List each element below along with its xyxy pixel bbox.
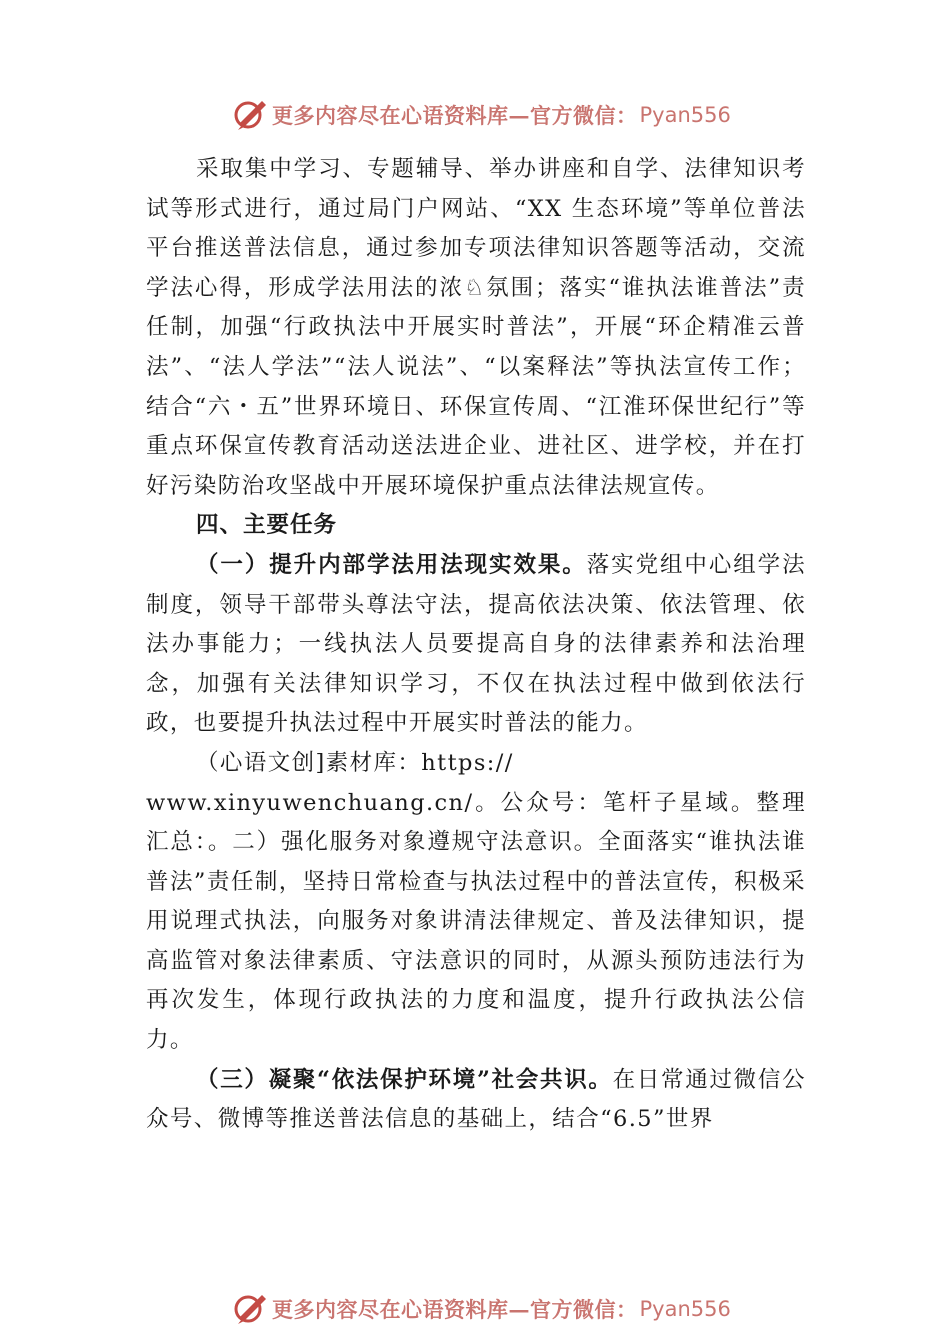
header-banner — [232, 95, 731, 135]
section-heading: 四、主要任务 — [196, 512, 338, 539]
pen-logo-icon — [232, 1291, 270, 1327]
task-3-title: （三）凝聚“依法保护环境”社会共识。 — [196, 1066, 613, 1093]
source-prefix: （心语文创]素材库：https:// — [196, 749, 514, 776]
paragraph-task-2 — [146, 784, 806, 1061]
pen-logo-icon — [232, 97, 270, 133]
paragraph-methods: 采取集中学习、专题辅导、举办讲座和自学、法律知识考试等形式进行，通过局门户网站、“XX 生态环境”等单位普法平台推送普法信息，通过参加专项法律知识答题等活动，交流学法心得，形成学法用法的浓♘氛围；落实“谁执法谁普法”责任制，加强“行政执法中开展实时普法”，开展“环企精准云普法”、“法人学法”“法人说法”、“以案释法”等执法宣传工作；结合“六・五”世界环境日、环保宣传周、“江淮环保世纪行”等重点环保宣传教育活动送法进企业、进社区、进学校，并在打好污染防治攻坚战中开展环境保护重点法律法规宣传。 — [146, 156, 806, 499]
paragraph-task-3 — [146, 1061, 806, 1140]
task-1-body: 落实党组中心组学法制度，领导干部带头尊法守法，提高依法决策、依法管理、依法办事能力；一线执法人员要提高自身的法律素养和法治理念，加强有关法律知识学习，不仅在执法过程中做到依法行政，也要提升执法过程中开展实时普法的能力。 — [146, 551, 806, 737]
task-1-title: （一）提升内部学法用法现实效果。 — [196, 551, 587, 578]
banner-text: 更多内容尽在心语资料库—官方微信： — [272, 103, 638, 128]
footer-banner — [232, 1289, 731, 1329]
source-line-1 — [146, 744, 806, 784]
banner-wechat-id: Pyan556 — [639, 103, 731, 127]
banner-text: 更多内容尽在心语资料库—官方微信： — [272, 1297, 638, 1322]
task-2-body: www.xinyuwenchuang.cn/。公众号：笔杆子星域。整理汇总：。二）强化服务对象遵规守法意识。全面落实“谁执法谁普法”责任制，坚持日常检查与执法过程中的普法宣传，积极采用说理式执法，向服务对象讲清法律规定、普及法律知识，提高监管对象法律素质、守法意识的同时，从源头预防违法行为再次发生，体现行政执法的力度和温度，提升行政执法公信力。 — [146, 789, 806, 1054]
task-3-body: 在日常通过微信公众号、微博等推送普法信息的基础上，结合“6.5”世界 — [146, 1066, 806, 1133]
paragraph-task-1 — [146, 546, 806, 744]
banner-wechat-id: Pyan556 — [639, 1297, 731, 1321]
document-body — [146, 150, 806, 1140]
